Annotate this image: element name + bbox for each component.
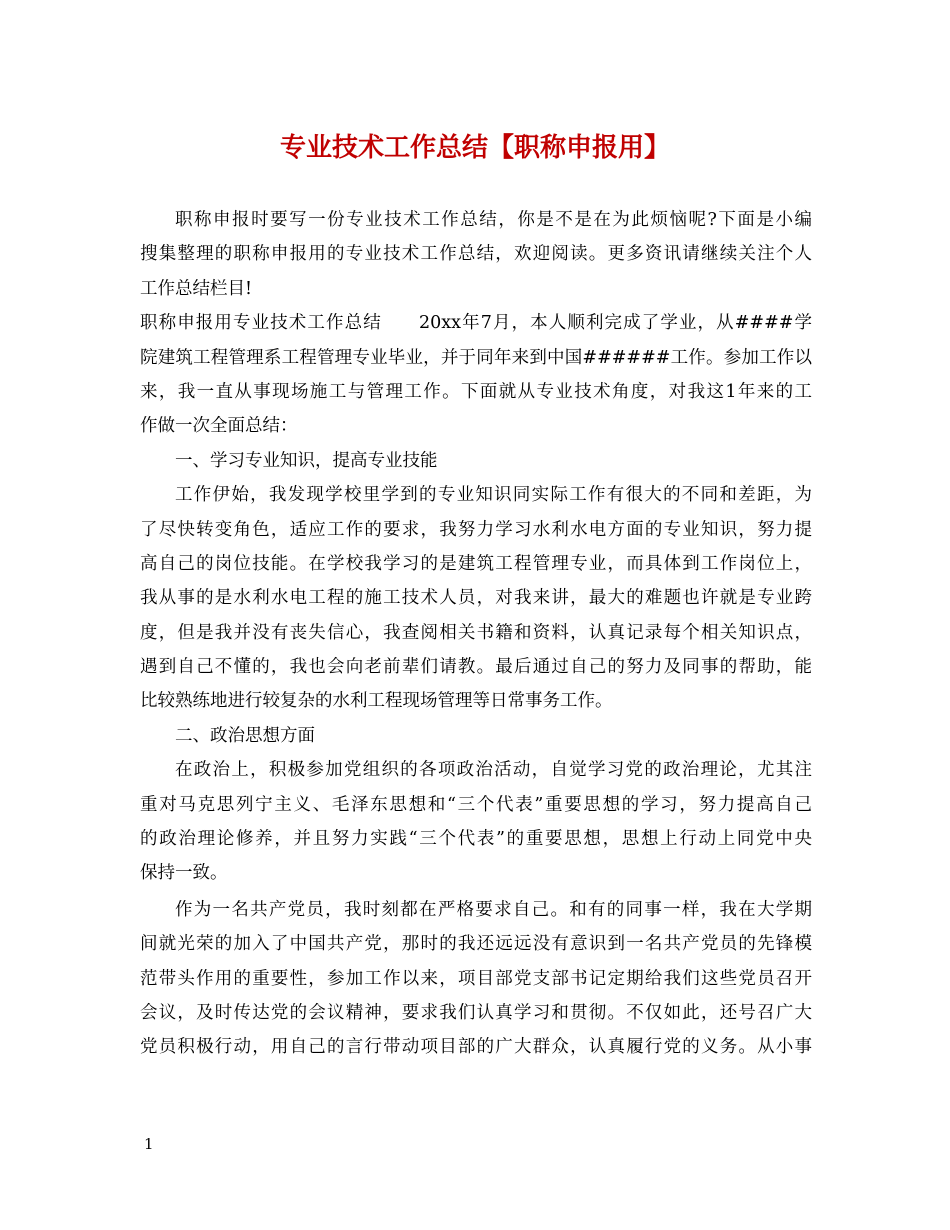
body-line: 工作伊始，我发现学校里学到的专业知识同实际工作有很大的不同和差距，为 [175, 485, 812, 506]
body-line: 作为一名共产党员，我时刻都在严格要求自己。和有的同事一样，我在大学期 [175, 899, 812, 920]
body-line: 比较熟练地进行较复杂的水利工程现场管理等日常事务工作。 [140, 691, 613, 712]
body-line: 保持一致。 [140, 863, 228, 884]
section-heading: 二、政治思想方面 [175, 725, 315, 746]
body-line: 间就光荣的加入了中国共产党，那时的我还远远没有意识到一名共产党员的先锋模 [140, 934, 812, 955]
body-line: 在政治上，积极参加党组织的各项政治活动，自觉学习党的政治理论，尤其注 [175, 760, 812, 781]
body-line: 重对马克思列宁主义、毛泽东思想和“三个代表”重要思想的学习，努力提高自己 [140, 794, 812, 815]
body-line: 院建筑工程管理系工程管理专业毕业，并于同年来到中国######工作。参加工作以 [140, 347, 812, 368]
body-line: 遇到自己不懂的，我也会向老前辈们请教。最后通过自己的努力及同事的帮助，能 [140, 657, 812, 678]
body-line: 会议，及时传达党的会议精神，要求我们认真学习和贯彻。不仅如此，还号召广大 [140, 1002, 812, 1023]
body-line: 高自己的岗位技能。在学校我学习的是建筑工程管理专业，而具体到工作岗位上， [140, 553, 812, 574]
body-line: 的政治理论修养，并且努力实践“三个代表”的重要思想，思想上行动上同党中央 [140, 829, 812, 850]
body-line: 搜集整理的职称申报用的专业技术工作总结，欢迎阅读。更多资讯请继续关注个人 [140, 244, 812, 265]
body-line: 党员积极行动，用自己的言行带动项目部的广大群众，认真履行党的义务。从小事 [140, 1037, 812, 1058]
body-line: 来，我一直从事现场施工与管理工作。下面就从专业技术角度，对我这1年来的工 [140, 381, 812, 402]
body-line: 工作总结栏目! [140, 278, 253, 299]
document-body [140, 203, 812, 1065]
body-line: 职称申报用专业技术工作总结 20xx年7月，本人顺利完成了学业，从####学 [140, 313, 812, 334]
body-line: 职称申报时要写一份专业技术工作总结，你是不是在为此烦恼呢?下面是小编 [175, 210, 812, 230]
section-heading: 一、学习专业知识，提高专业技能 [175, 450, 438, 471]
page-number: 1 [144, 1135, 154, 1153]
body-line: 度，但是我并没有丧失信心，我查阅相关书籍和资料，认真记录每个相关知识点， [140, 622, 812, 643]
document-title: 专业技术工作总结【职称申报用】 [279, 133, 670, 163]
body-line: 了尽快转变角色，适应工作的要求，我努力学习水利水电方面的专业知识，努力提 [140, 519, 812, 540]
body-line: 我从事的是水利水电工程的施工技术人员，对我来讲，最大的难题也许就是专业跨 [140, 588, 812, 609]
body-line: 作做一次全面总结： [140, 416, 298, 437]
body-line: 范带头作用的重要性，参加工作以来，项目部党支部书记定期给我们这些党员召开 [140, 968, 812, 989]
